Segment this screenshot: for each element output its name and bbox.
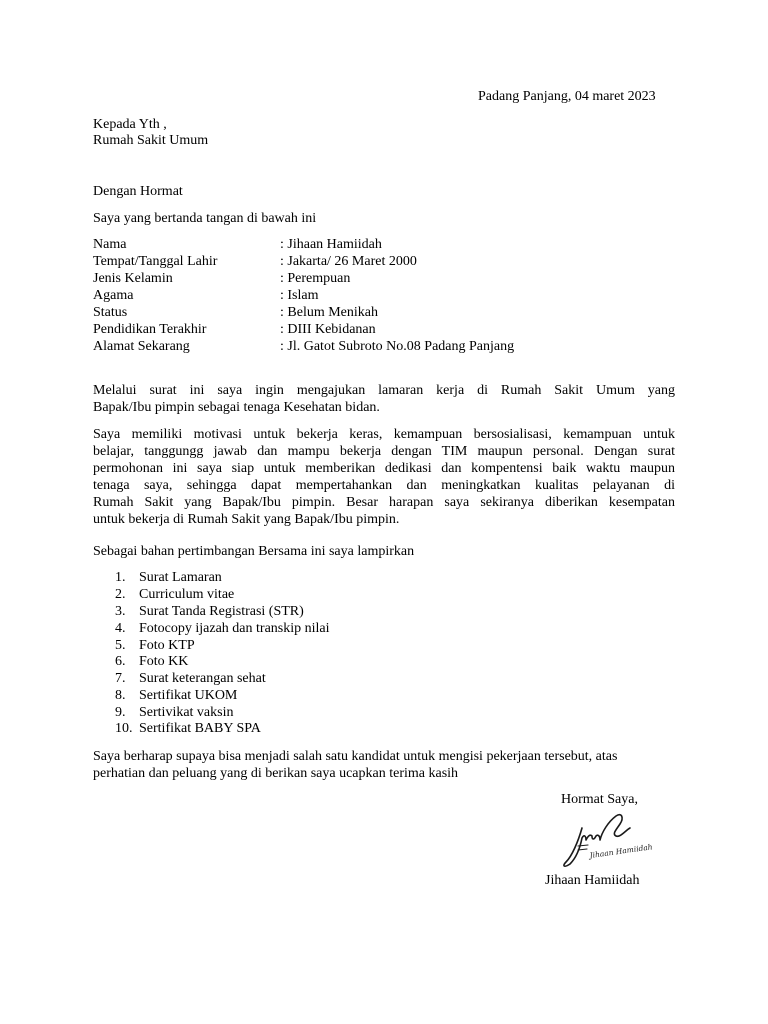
identity-label: Jenis Kelamin xyxy=(93,271,173,286)
identity-value: : Jakarta/ 26 Maret 2000 xyxy=(280,254,417,269)
recipient-line-1: Kepada Yth , xyxy=(93,117,167,132)
identity-label: Agama xyxy=(93,288,134,303)
list-text: Sertifikat BABY SPA xyxy=(139,721,261,736)
identity-value: : Belum Menikah xyxy=(280,305,378,320)
list-item xyxy=(115,637,195,654)
closing-line-2: perhatian dan peluang yang di berikan saya ucapkan terima kasih xyxy=(93,766,459,781)
paragraph-line: belajar, tanggungg jawab dan mampu bekerja dengan TIM maupun personal. Dengan surat xyxy=(93,444,675,459)
closing-line-1: Saya berharap supaya bisa menjadi salah satu kandidat untuk mengisi pekerjaan tersebut, atas xyxy=(93,749,618,764)
list-item xyxy=(115,620,330,637)
list-item xyxy=(115,704,234,721)
place-date: Padang Panjang, 04 maret 2023 xyxy=(478,89,656,104)
list-text: Surat Lamaran xyxy=(139,570,222,585)
identity-label: Nama xyxy=(93,237,127,252)
list-item xyxy=(115,687,237,704)
identity-value: : DIII Kebidanan xyxy=(280,322,376,337)
identity-value: : Jl. Gatot Subroto No.08 Padang Panjang xyxy=(280,339,515,354)
list-item xyxy=(115,586,234,603)
list-text: Surat keterangan sehat xyxy=(139,671,266,686)
list-item xyxy=(115,569,222,586)
identity-label: Pendidikan Terakhir xyxy=(93,322,207,337)
list-text: Sertivikat vaksin xyxy=(139,705,234,720)
list-text: Fotocopy ijazah dan transkip nilai xyxy=(139,621,330,636)
paragraph-line: Bapak/Ibu pimpin sebagai tenaga Kesehatan bidan. xyxy=(93,400,380,415)
recipient-line-2: Rumah Sakit Umum xyxy=(93,133,209,148)
list-number: 2. xyxy=(115,587,126,602)
identity-value: : Jihaan Hamiidah xyxy=(280,237,382,252)
list-number: 5. xyxy=(115,638,126,653)
list-text: Curriculum vitae xyxy=(139,587,235,602)
list-number: 3. xyxy=(115,604,126,619)
paragraph-line: untuk bekerja di Rumah Sakit yang Bapak/Ibu pimpin. xyxy=(93,512,400,527)
intro-line: Saya yang bertanda tangan di bawah ini xyxy=(93,211,317,226)
identity-value: : Islam xyxy=(280,288,319,303)
paragraph-application xyxy=(93,382,675,416)
identity-value: : Perempuan xyxy=(280,271,351,286)
list-item xyxy=(115,603,304,620)
list-number: 1. xyxy=(115,570,126,585)
paragraph-line: Melalui surat ini saya ingin mengajukan lamaran kerja di Rumah Sakit Umum yang xyxy=(93,383,675,398)
paragraph-line: permohonan ini saya siap untuk memberikan dedikasi dan kompentensi baik waktu maupun xyxy=(93,461,675,476)
list-text: Surat Tanda Registrasi (STR) xyxy=(139,604,304,619)
identity-label: Alamat Sekarang xyxy=(93,339,190,354)
list-item xyxy=(115,720,261,737)
sign-off: Hormat Saya, xyxy=(561,792,638,807)
list-number: 4. xyxy=(115,621,126,636)
list-text: Sertifikat UKOM xyxy=(139,688,238,703)
list-text: Foto KTP xyxy=(139,638,195,653)
list-number: 7. xyxy=(115,671,126,686)
attachments-intro: Sebagai bahan pertimbangan Bersama ini saya lampirkan xyxy=(93,544,415,559)
identity-label: Status xyxy=(93,305,128,320)
paragraph-motivation xyxy=(93,426,675,528)
paragraph-line: tenaga saya, sehingga dapat mempertahankan dan meningkatkan kualitas pelayanan di xyxy=(93,478,675,493)
greeting: Dengan Hormat xyxy=(93,184,183,199)
list-number: 6. xyxy=(115,654,126,669)
signature-handwriting: Jihaan Hamiidah xyxy=(589,842,654,860)
list-item xyxy=(115,653,188,670)
paragraph-line: Rumah Sakit yang Bapak/Ibu pimpin. Besar harapan saya sekiranya diberikan kesempatan xyxy=(93,495,675,510)
list-number: 10. xyxy=(115,721,133,736)
list-number: 8. xyxy=(115,688,126,703)
paragraph-line: Saya memiliki motivasi untuk bekerja keras, kemampuan bersosialisasi, kemampuan untuk xyxy=(93,427,675,442)
signature-image xyxy=(560,812,656,870)
list-number: 9. xyxy=(115,705,126,720)
signer-name: Jihaan Hamiidah xyxy=(545,873,640,888)
identity-label: Tempat/Tanggal Lahir xyxy=(93,254,218,269)
list-item xyxy=(115,670,266,687)
list-text: Foto KK xyxy=(139,654,189,669)
